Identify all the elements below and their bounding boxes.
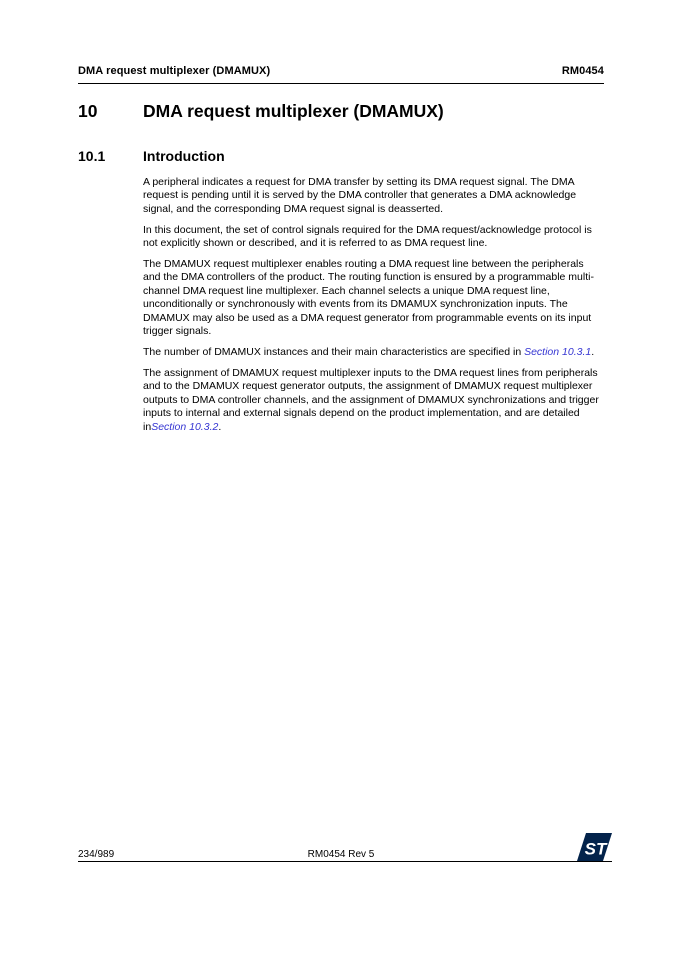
footer-divider <box>78 861 612 862</box>
footer-doc-revision: RM0454 Rev 5 <box>307 849 375 860</box>
cross-reference-link-10-3-2[interactable]: Section 10.3.2 <box>151 420 219 433</box>
footer-page-number: 234/989 <box>78 849 115 860</box>
body-content <box>143 176 604 441</box>
paragraph-text: . <box>591 345 595 358</box>
section-number: 10.1 <box>78 148 106 164</box>
svg-text:ST: ST <box>584 839 607 859</box>
header-divider <box>78 83 604 84</box>
st-logo-icon <box>577 833 612 861</box>
section-title: Introduction <box>143 148 225 164</box>
paragraph-text: In this document, the set of control signals required for the DMA request/acknowledge protocol is not explicitly shown or described, and it is referred to as DMA request line. <box>143 223 592 250</box>
paragraph <box>143 258 604 338</box>
header-chapter-title: DMA request multiplexer (DMAMUX) <box>78 65 271 77</box>
paragraph-text: A peripheral indicates a request for DMA transfer by setting its DMA request signal. The DMA request is pending until it is served by the DMA controller that generates a DMA acknowledge signal, and the corresponding DMA request signal is deasserted. <box>143 176 577 215</box>
paragraph <box>143 367 604 434</box>
section-heading <box>78 148 225 164</box>
chapter-heading <box>78 101 444 122</box>
st-logo <box>577 833 612 861</box>
chapter-title: DMA request multiplexer (DMAMUX) <box>143 101 444 121</box>
paragraph <box>143 346 604 359</box>
paragraph-text: The number of DMAMUX instances and their main characteristics are specified in <box>143 345 525 358</box>
cross-reference-link-10-3-1[interactable]: Section 10.3.1 <box>524 345 592 358</box>
paragraph <box>143 224 604 251</box>
page-header <box>78 65 604 77</box>
header-doc-id: RM0454 <box>561 65 604 77</box>
paragraph-text: The assignment of DMAMUX request multiplexer inputs to the DMA request lines from peripherals and to the DMAMUX request generator outputs, the assignment of DMAMUX request multiplexer outputs to DMA controller channels, and the assignment of DMAMUX synchronizations and trigger inputs to internal and external signals depend on the product implementation, and are detailed in <box>143 366 599 433</box>
paragraph-text: The DMAMUX request multiplexer enables routing a DMA request line between the peripherals and the DMA controllers of the product. The routing function is ensured by a programmable multi-channel DMA request line multiplexer. Each channel selects a unique DMA request line, unconditionally or synchronously with events from its DMAMUX synchronization inputs. The DMAMUX may also be used as a DMA request generator from programmable events on its input trigger signals. <box>143 258 594 338</box>
paragraph <box>143 176 604 216</box>
paragraph-text: . <box>218 420 222 433</box>
chapter-number: 10 <box>78 101 98 121</box>
